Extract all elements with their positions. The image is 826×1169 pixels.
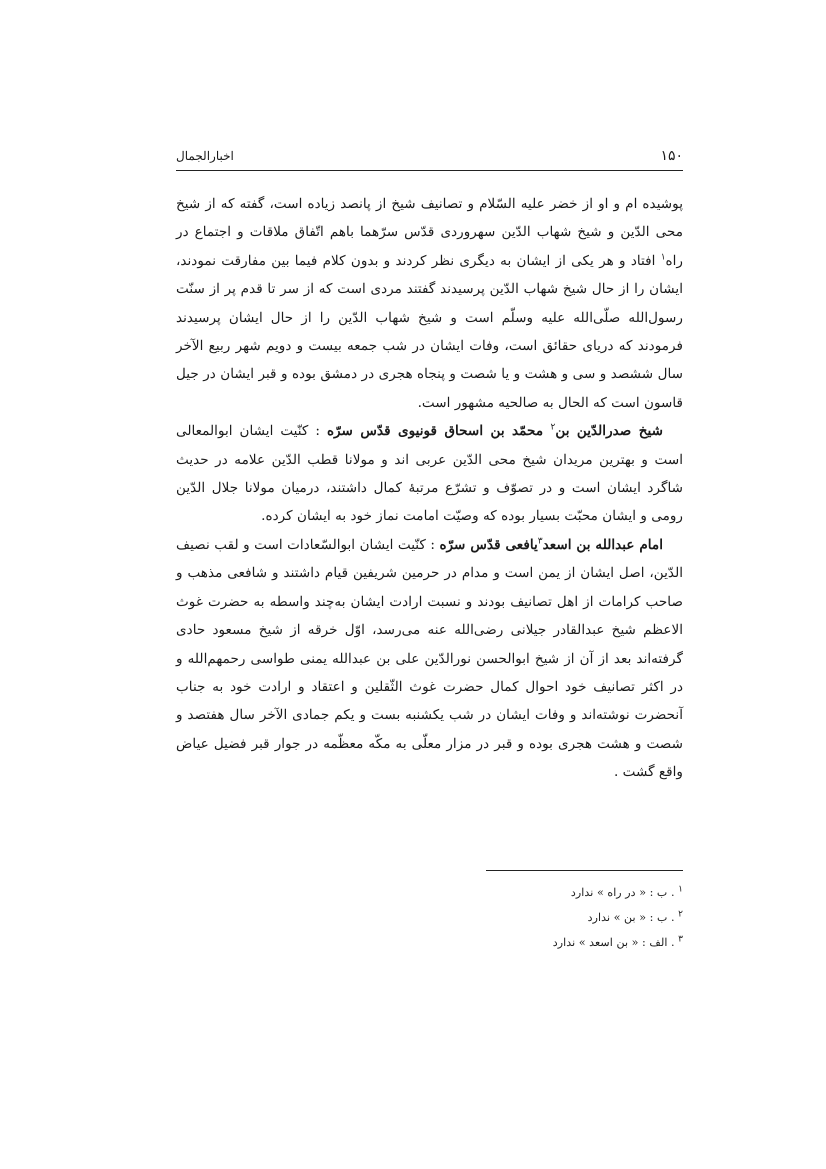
page-number: ۱۵۰ xyxy=(660,148,683,164)
paragraph-1-text: پوشیده ام و او از خضر علیه السّلام و تصانیف شیخ از پانصد زیاده است، گفته که از شیخ محی الدّین و شیخ شهاب الدّین سهروردی قدّس سرّهما باهم اتّفاق ملاقات و اجتماع در راه xyxy=(176,196,683,269)
footnote-3-text: . الف : « بن اسعد » ندارد xyxy=(552,936,675,949)
footnote-1-num: ۱ xyxy=(678,884,683,895)
paragraph-3-text: : کنّیت ایشان ابوالسّعادات است و لقب نصیف الدّین، اصل ایشان از یمن است و مدام در حرمین شریفین قیام داشتند و شافعی مذهب و صاحب کرامات از اهل تصانیف بودند و نسبت ارادت ایشان به‌چند واسطه به حضرت غوث الاعظم شیخ عبدالقادر جیلانی رضی‌الله عنه می‌رسد، اوّل خرقه از شیخ مسعود حادی گرفته‌اند بعد از آن از شیخ ابوالحسن نورالدّین علی بن عبدالله یمنی طواسی رحمهم‌الله و در اکثر تصانیف خود احوال کمال حضرت غوث الثّقلین و اعتقاد و ارادت خود به جناب آنحضرت نوشته‌اند و وفات ایشان در شب یکشنبه بست و یکم جمادی الآخر سال هفتصد و شصت و هشت هجری بوده و قبر در مزار معلّی به مکّه معظّمه در جوار قبر فضیل عیاض واقع گشت . xyxy=(176,536,683,781)
paragraph-3 xyxy=(176,531,683,787)
footnote-2-num: ۲ xyxy=(678,909,683,920)
footnote-3 xyxy=(420,930,683,955)
paragraph-1-text-after: افتاد و هر یکی از ایشان به دیگری نظر کردند و بدون کلام فیما بین مفارقت نمودند، ایشان را از حال شیخ شهاب الدّین پرسیدند گفتند مردی است که از سر تا قدم پر از سنّت رسول‌الله صلّی‌الله علیه وسلّم است و شیخ شهاب الدّین را از حال ایشان پرسیدند فرمودند که دریای حقائق است، وفات ایشان در شب جمعه بیست و دویم شهر ربیع الآخر سال ششصد و سی و هشت و یا شصت و پنجاه هجری در دمشق بوده و قبر ایشان در جیل قاسون است که الحال به صالحیه مشهور است. xyxy=(176,252,683,411)
body-text xyxy=(176,190,683,787)
footnote-1-text: . ب : « در راه » ندارد xyxy=(570,886,675,899)
footnote-ref-1: ۱ xyxy=(660,252,666,263)
footnotes xyxy=(420,880,683,955)
footnote-2 xyxy=(420,905,683,930)
footnote-1 xyxy=(420,880,683,905)
footnote-divider xyxy=(486,870,683,871)
page-header xyxy=(176,146,683,171)
heading-sadruddin-rest: محمّد بن اسحاق قونیوی قدّس سرّه xyxy=(326,423,551,440)
running-title: اخبارالجمال xyxy=(176,149,234,163)
paragraph-1 xyxy=(176,190,683,417)
paragraph-2 xyxy=(176,417,683,531)
heading-yafii-rest: یافعی قدّس سرّه xyxy=(439,536,538,553)
footnote-ref-2: ۲ xyxy=(550,422,556,433)
footnote-2-text: . ب : « بن » ندارد xyxy=(587,911,675,924)
heading-sadruddin: شیخ صدرالدّین بن xyxy=(555,423,663,440)
footnote-ref-3: ۳ xyxy=(537,536,543,547)
footnote-3-num: ۳ xyxy=(678,934,683,945)
paragraph-2-text: : کنّیت ایشان ابوالمعالی است و بهترین مریدان شیخ محی الدّین عربی اند و مولانا قطب الدّین علامه در حدیث شاگرد ایشان است و در تصوّف و تشرّع مرتبۀ کمال داشتند، درمیان مولانا جلال الدّین رومی و ایشان محبّت بسیار بوده که وصیّت امامت نماز خود به ایشان کرده. xyxy=(176,423,683,525)
heading-yafii: امام عبدالله بن اسعد xyxy=(542,536,663,553)
